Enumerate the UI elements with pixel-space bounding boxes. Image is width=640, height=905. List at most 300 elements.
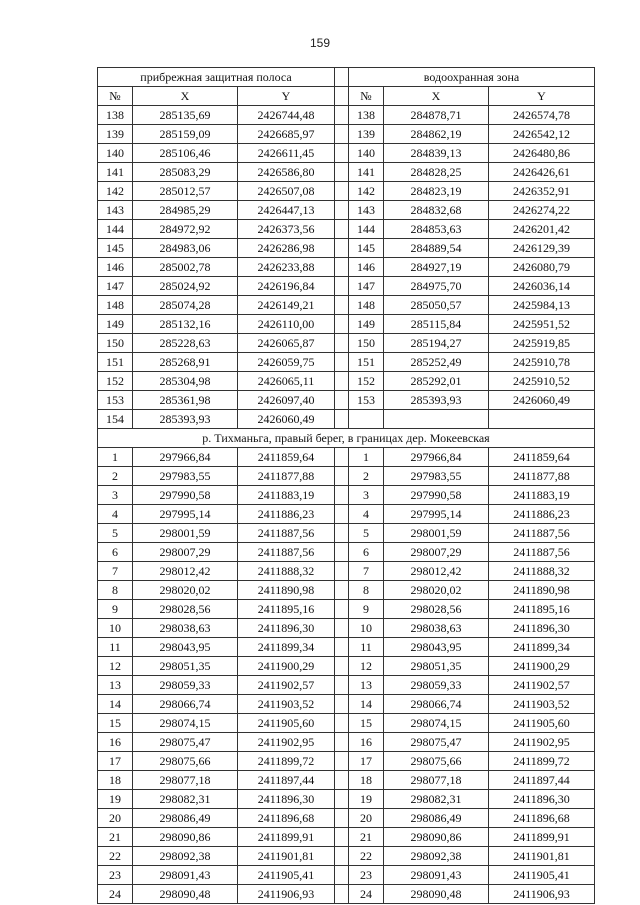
right-x-value: 297995,14 <box>384 505 489 524</box>
right-zone-title: водоохранная зона <box>349 68 595 87</box>
left-y-value: 2411901,81 <box>238 847 335 866</box>
left-point-number: 146 <box>98 258 133 277</box>
left-y-value: 2426065,87 <box>238 334 335 353</box>
left-x-value: 285024,92 <box>133 277 238 296</box>
column-gap <box>335 847 349 866</box>
table-row <box>98 334 595 353</box>
right-y-value: 2411901,81 <box>489 847 595 866</box>
left-x-value: 298074,15 <box>133 714 238 733</box>
left-x-value: 285106,46 <box>133 144 238 163</box>
table-row <box>98 619 595 638</box>
right-y-value: 2411903,52 <box>489 695 595 714</box>
table-row <box>98 790 595 809</box>
left-y-value: 2426097,40 <box>238 391 335 410</box>
left-point-number: 143 <box>98 201 133 220</box>
right-x-value: 298038,63 <box>384 619 489 638</box>
left-x-value: 285012,57 <box>133 182 238 201</box>
column-gap <box>335 448 349 467</box>
table-row <box>98 372 595 391</box>
right-x-value: 285393,93 <box>384 391 489 410</box>
right-point-number: 151 <box>349 353 384 372</box>
table-row <box>98 581 595 600</box>
right-point-number: 8 <box>349 581 384 600</box>
column-gap <box>335 239 349 258</box>
right-point-number: 23 <box>349 866 384 885</box>
column-gap <box>335 182 349 201</box>
left-x-value: 285074,28 <box>133 296 238 315</box>
right-x-value: 298012,42 <box>384 562 489 581</box>
right-x-value: 284878,71 <box>384 106 489 125</box>
right-x-value: 284862,19 <box>384 125 489 144</box>
left-point-number: 8 <box>98 581 133 600</box>
left-point-number: 153 <box>98 391 133 410</box>
right-point-number: 10 <box>349 619 384 638</box>
right-point-number: 142 <box>349 182 384 201</box>
left-y-value: 2426744,48 <box>238 106 335 125</box>
header-title-row <box>98 68 595 87</box>
column-gap <box>335 353 349 372</box>
left-x-value: 298090,48 <box>133 885 238 904</box>
table-row <box>98 448 595 467</box>
left-y-value: 2411890,98 <box>238 581 335 600</box>
left-y-value: 2411896,30 <box>238 619 335 638</box>
column-gap <box>335 277 349 296</box>
column-gap <box>335 106 349 125</box>
table-row <box>98 182 595 201</box>
right-y-value: 2411899,72 <box>489 752 595 771</box>
left-point-number: 5 <box>98 524 133 543</box>
right-point-number: 16 <box>349 733 384 752</box>
table-row <box>98 828 595 847</box>
column-gap <box>335 657 349 676</box>
left-y-value: 2426196,84 <box>238 277 335 296</box>
right-y-value: 2425984,13 <box>489 296 595 315</box>
right-y-value: 2425910,52 <box>489 372 595 391</box>
right-point-number: 18 <box>349 771 384 790</box>
left-point-number: 152 <box>98 372 133 391</box>
left-point-number: 154 <box>98 410 133 429</box>
table-row <box>98 771 595 790</box>
left-x-value: 285361,98 <box>133 391 238 410</box>
left-point-number: 14 <box>98 695 133 714</box>
left-point-number: 20 <box>98 809 133 828</box>
right-x-value: 285050,57 <box>384 296 489 315</box>
right-y-value: 2426426,61 <box>489 163 595 182</box>
right-x-value: 298086,49 <box>384 809 489 828</box>
right-point-number: 149 <box>349 315 384 334</box>
column-gap <box>335 866 349 885</box>
right-point-number: 9 <box>349 600 384 619</box>
left-x-value: 298092,38 <box>133 847 238 866</box>
right-x-value: 298075,47 <box>384 733 489 752</box>
left-point-number: 6 <box>98 543 133 562</box>
coordinates-table <box>97 67 595 904</box>
column-gap <box>335 68 349 87</box>
table-row <box>98 543 595 562</box>
right-y-value: 2426352,91 <box>489 182 595 201</box>
left-point-number: 139 <box>98 125 133 144</box>
left-y-value: 2426149,21 <box>238 296 335 315</box>
column-gap <box>335 144 349 163</box>
left-point-number: 142 <box>98 182 133 201</box>
right-point-number: 141 <box>349 163 384 182</box>
column-gap <box>335 543 349 562</box>
left-point-number: 24 <box>98 885 133 904</box>
right-x-value: 298090,86 <box>384 828 489 847</box>
left-x-value: 285083,29 <box>133 163 238 182</box>
right-x-value: 298043,95 <box>384 638 489 657</box>
left-y-value: 2411902,57 <box>238 676 335 695</box>
left-y-value: 2411888,32 <box>238 562 335 581</box>
left-x-value: 298066,74 <box>133 695 238 714</box>
left-point-number: 151 <box>98 353 133 372</box>
left-y-value: 2426065,11 <box>238 372 335 391</box>
left-y-value: 2411859,64 <box>238 448 335 467</box>
left-x-value: 285132,16 <box>133 315 238 334</box>
column-gap <box>335 752 349 771</box>
right-y-value: 2426542,12 <box>489 125 595 144</box>
left-point-number: 148 <box>98 296 133 315</box>
section-title-row <box>98 429 595 448</box>
right-point-number: 11 <box>349 638 384 657</box>
column-gap <box>335 809 349 828</box>
section-title: р. Тихманьга, правый берег, в границах дер. Мокеевская <box>98 429 595 448</box>
right-point-number: 3 <box>349 486 384 505</box>
column-gap <box>335 410 349 429</box>
column-gap <box>335 733 349 752</box>
left-x-value: 298091,43 <box>133 866 238 885</box>
left-y-value: 2426060,49 <box>238 410 335 429</box>
left-x-value: 297983,55 <box>133 467 238 486</box>
right-point-number: 2 <box>349 467 384 486</box>
left-x-value: 298012,42 <box>133 562 238 581</box>
right-x-value: 297983,55 <box>384 467 489 486</box>
column-gap <box>335 638 349 657</box>
right-point-number: 139 <box>349 125 384 144</box>
right-point-number: 22 <box>349 847 384 866</box>
right-y-value: 2411888,32 <box>489 562 595 581</box>
left-y-value: 2426373,56 <box>238 220 335 239</box>
left-x-value: 298001,59 <box>133 524 238 543</box>
left-point-number: 19 <box>98 790 133 809</box>
left-point-number: 16 <box>98 733 133 752</box>
right-col-num-header: № <box>349 87 384 106</box>
right-x-value: 298074,15 <box>384 714 489 733</box>
table-row <box>98 220 595 239</box>
right-x-value: 284853,63 <box>384 220 489 239</box>
left-x-value: 284983,06 <box>133 239 238 258</box>
table-row <box>98 163 595 182</box>
table-row <box>98 695 595 714</box>
left-y-value: 2411883,19 <box>238 486 335 505</box>
right-col-y-header: Y <box>489 87 595 106</box>
right-x-value: 284927,19 <box>384 258 489 277</box>
right-y-value: 2425951,52 <box>489 315 595 334</box>
column-gap <box>335 467 349 486</box>
right-point-number: 143 <box>349 201 384 220</box>
right-x-value: 298028,56 <box>384 600 489 619</box>
right-y-value: 2411902,57 <box>489 676 595 695</box>
table-row <box>98 467 595 486</box>
table-row <box>98 657 595 676</box>
column-gap <box>335 486 349 505</box>
left-y-value: 2426110,00 <box>238 315 335 334</box>
left-y-value: 2411899,72 <box>238 752 335 771</box>
column-gap <box>335 524 349 543</box>
right-y-value: 2411886,23 <box>489 505 595 524</box>
table-row <box>98 505 595 524</box>
left-point-number: 147 <box>98 277 133 296</box>
column-gap <box>335 334 349 353</box>
left-x-value: 298075,66 <box>133 752 238 771</box>
column-gap <box>335 676 349 695</box>
left-point-number: 3 <box>98 486 133 505</box>
left-x-value: 298028,56 <box>133 600 238 619</box>
left-point-number: 150 <box>98 334 133 353</box>
left-x-value: 298090,86 <box>133 828 238 847</box>
right-x-value: 298051,35 <box>384 657 489 676</box>
right-point-number: 21 <box>349 828 384 847</box>
header-columns-row <box>98 87 595 106</box>
right-x-value: 285115,84 <box>384 315 489 334</box>
table-row <box>98 296 595 315</box>
left-point-number: 11 <box>98 638 133 657</box>
left-x-value: 298059,33 <box>133 676 238 695</box>
left-point-number: 13 <box>98 676 133 695</box>
left-y-value: 2426507,08 <box>238 182 335 201</box>
left-x-value: 285002,78 <box>133 258 238 277</box>
right-y-value: 2411859,64 <box>489 448 595 467</box>
left-y-value: 2426286,98 <box>238 239 335 258</box>
left-x-value: 297966,84 <box>133 448 238 467</box>
right-x-value: 298077,18 <box>384 771 489 790</box>
right-point-number: 150 <box>349 334 384 353</box>
right-point-number: 153 <box>349 391 384 410</box>
left-x-value: 298038,63 <box>133 619 238 638</box>
table-row <box>98 353 595 372</box>
right-point-number: 15 <box>349 714 384 733</box>
right-point-number: 5 <box>349 524 384 543</box>
left-x-value: 284972,92 <box>133 220 238 239</box>
right-point-number: 20 <box>349 809 384 828</box>
right-point-number <box>349 410 384 429</box>
right-point-number: 148 <box>349 296 384 315</box>
left-point-number: 23 <box>98 866 133 885</box>
right-col-x-header: X <box>384 87 489 106</box>
left-x-value: 297990,58 <box>133 486 238 505</box>
table-row <box>98 885 595 904</box>
right-y-value: 2411883,19 <box>489 486 595 505</box>
left-x-value: 298051,35 <box>133 657 238 676</box>
right-y-value: 2426036,14 <box>489 277 595 296</box>
right-x-value: 297966,84 <box>384 448 489 467</box>
column-gap <box>335 163 349 182</box>
left-y-value: 2426586,80 <box>238 163 335 182</box>
table-row <box>98 562 595 581</box>
table-row <box>98 524 595 543</box>
right-y-value: 2411896,30 <box>489 790 595 809</box>
right-y-value: 2411899,34 <box>489 638 595 657</box>
left-x-value: 298086,49 <box>133 809 238 828</box>
right-y-value: 2411890,98 <box>489 581 595 600</box>
left-y-value: 2411902,95 <box>238 733 335 752</box>
right-point-number: 6 <box>349 543 384 562</box>
right-y-value: 2426201,42 <box>489 220 595 239</box>
column-gap <box>335 619 349 638</box>
right-point-number: 12 <box>349 657 384 676</box>
left-x-value: 298007,29 <box>133 543 238 562</box>
page-number: 159 <box>309 36 331 50</box>
right-y-value: 2411897,44 <box>489 771 595 790</box>
right-point-number: 144 <box>349 220 384 239</box>
column-gap <box>335 695 349 714</box>
column-gap <box>335 220 349 239</box>
table-row <box>98 676 595 695</box>
right-x-value: 298007,29 <box>384 543 489 562</box>
right-y-value: 2411896,68 <box>489 809 595 828</box>
right-point-number: 24 <box>349 885 384 904</box>
right-y-value: 2411905,60 <box>489 714 595 733</box>
right-y-value: 2411877,88 <box>489 467 595 486</box>
right-x-value: 284839,13 <box>384 144 489 163</box>
column-gap <box>335 885 349 904</box>
right-point-number: 19 <box>349 790 384 809</box>
left-point-number: 18 <box>98 771 133 790</box>
right-y-value: 2411887,56 <box>489 524 595 543</box>
right-y-value: 2426060,49 <box>489 391 595 410</box>
right-point-number: 1 <box>349 448 384 467</box>
right-point-number: 140 <box>349 144 384 163</box>
left-y-value: 2411900,29 <box>238 657 335 676</box>
left-y-value: 2426685,97 <box>238 125 335 144</box>
left-x-value: 285268,91 <box>133 353 238 372</box>
right-y-value: 2411900,29 <box>489 657 595 676</box>
table-row <box>98 258 595 277</box>
right-x-value: 284889,54 <box>384 239 489 258</box>
left-x-value: 285135,69 <box>133 106 238 125</box>
left-point-number: 7 <box>98 562 133 581</box>
left-y-value: 2411886,23 <box>238 505 335 524</box>
left-x-value: 285159,09 <box>133 125 238 144</box>
left-point-number: 140 <box>98 144 133 163</box>
right-point-number: 152 <box>349 372 384 391</box>
right-point-number: 145 <box>349 239 384 258</box>
table-row <box>98 144 595 163</box>
right-y-value: 2411902,95 <box>489 733 595 752</box>
table-row <box>98 600 595 619</box>
table-row <box>98 277 595 296</box>
left-y-value: 2411899,34 <box>238 638 335 657</box>
left-point-number: 15 <box>98 714 133 733</box>
left-point-number: 2 <box>98 467 133 486</box>
left-point-number: 21 <box>98 828 133 847</box>
right-point-number: 14 <box>349 695 384 714</box>
table-row <box>98 486 595 505</box>
left-point-number: 149 <box>98 315 133 334</box>
left-x-value: 298043,95 <box>133 638 238 657</box>
right-y-value: 2425910,78 <box>489 353 595 372</box>
column-gap <box>335 296 349 315</box>
right-y-value: 2426080,79 <box>489 258 595 277</box>
left-point-number: 12 <box>98 657 133 676</box>
right-point-number: 4 <box>349 505 384 524</box>
left-col-y-header: Y <box>238 87 335 106</box>
column-gap <box>335 315 349 334</box>
column-gap <box>335 258 349 277</box>
left-x-value: 285228,63 <box>133 334 238 353</box>
table-row <box>98 106 595 125</box>
column-gap <box>335 372 349 391</box>
right-y-value: 2426480,86 <box>489 144 595 163</box>
right-x-value: 298090,48 <box>384 885 489 904</box>
right-y-value: 2426274,22 <box>489 201 595 220</box>
column-gap <box>335 505 349 524</box>
right-x-value: 284823,19 <box>384 182 489 201</box>
left-point-number: 22 <box>98 847 133 866</box>
table-row <box>98 391 595 410</box>
left-y-value: 2411887,56 <box>238 524 335 543</box>
column-gap <box>335 562 349 581</box>
left-y-value: 2411899,91 <box>238 828 335 847</box>
table-row <box>98 714 595 733</box>
table-row <box>98 847 595 866</box>
right-y-value: 2426129,39 <box>489 239 595 258</box>
right-y-value: 2411895,16 <box>489 600 595 619</box>
table-row <box>98 809 595 828</box>
left-point-number: 4 <box>98 505 133 524</box>
table-row <box>98 866 595 885</box>
table-row <box>98 638 595 657</box>
left-x-value: 284985,29 <box>133 201 238 220</box>
right-x-value: 298092,38 <box>384 847 489 866</box>
right-point-number: 147 <box>349 277 384 296</box>
left-y-value: 2411896,30 <box>238 790 335 809</box>
right-point-number: 146 <box>349 258 384 277</box>
left-col-x-header: X <box>133 87 238 106</box>
table-row <box>98 315 595 334</box>
left-x-value: 298077,18 <box>133 771 238 790</box>
left-point-number: 1 <box>98 448 133 467</box>
right-x-value: 298059,33 <box>384 676 489 695</box>
table-row <box>98 733 595 752</box>
left-y-value: 2426233,88 <box>238 258 335 277</box>
right-y-value: 2425919,85 <box>489 334 595 353</box>
left-x-value: 285393,93 <box>133 410 238 429</box>
right-x-value: 284832,68 <box>384 201 489 220</box>
column-gap <box>335 125 349 144</box>
right-point-number: 13 <box>349 676 384 695</box>
left-y-value: 2411887,56 <box>238 543 335 562</box>
right-point-number: 138 <box>349 106 384 125</box>
right-y-value: 2411896,30 <box>489 619 595 638</box>
right-y-value: 2411906,93 <box>489 885 595 904</box>
left-y-value: 2426447,13 <box>238 201 335 220</box>
right-x-value: 298082,31 <box>384 790 489 809</box>
left-y-value: 2411896,68 <box>238 809 335 828</box>
right-x-value <box>384 410 489 429</box>
right-x-value: 298020,02 <box>384 581 489 600</box>
left-point-number: 144 <box>98 220 133 239</box>
right-x-value: 298066,74 <box>384 695 489 714</box>
table-row <box>98 410 595 429</box>
right-y-value: 2411899,91 <box>489 828 595 847</box>
right-x-value: 285194,27 <box>384 334 489 353</box>
right-x-value: 298001,59 <box>384 524 489 543</box>
column-gap <box>335 581 349 600</box>
left-x-value: 298082,31 <box>133 790 238 809</box>
table-row <box>98 239 595 258</box>
right-x-value: 285292,01 <box>384 372 489 391</box>
